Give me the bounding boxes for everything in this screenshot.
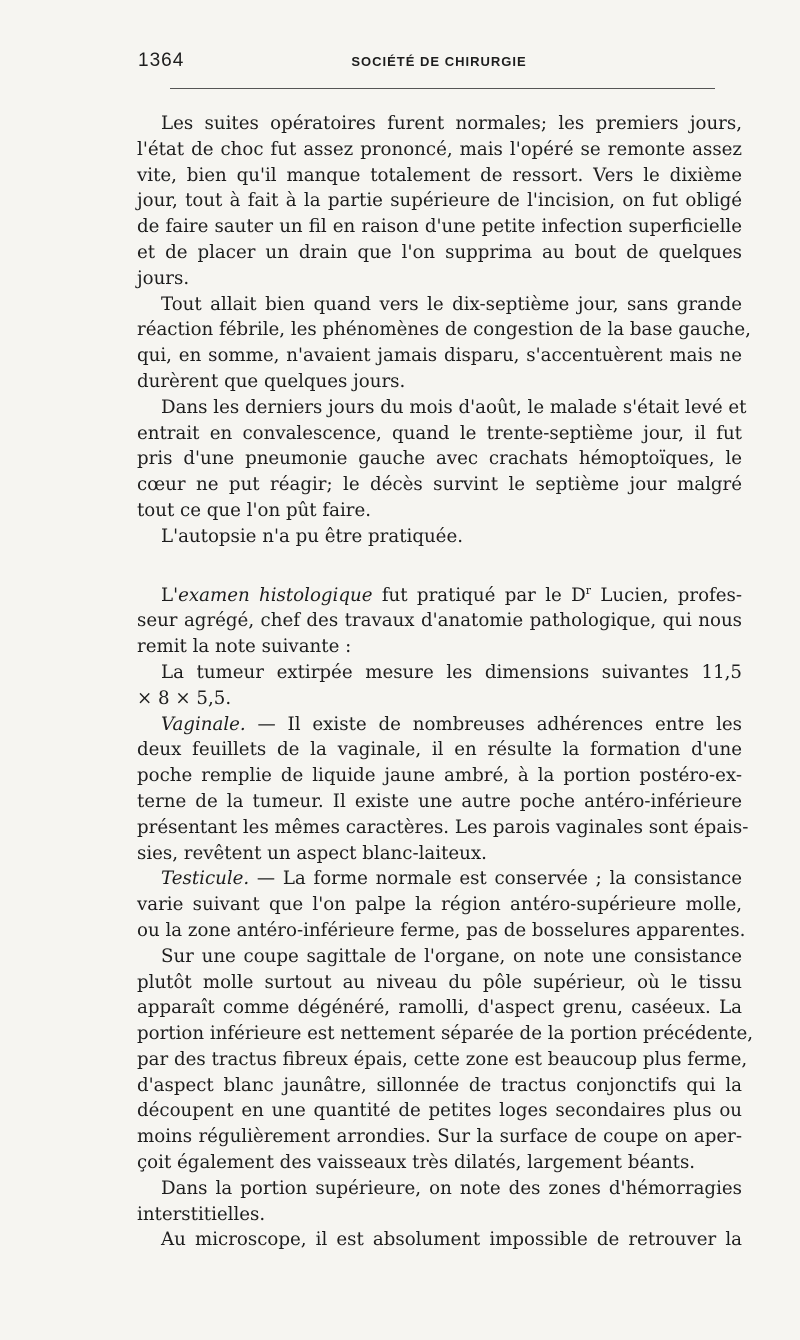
text-line: poche remplie de liquide jaune ambré, à la portion postéro-ex-: [137, 765, 742, 787]
text-line: terne de la tumeur. Il existe une autre poche antéro-inférieure: [137, 790, 742, 812]
text-line: plutôt molle surtout au niveau du pôle supérieur, où le tissu: [137, 971, 742, 993]
paragraph-3: [137, 395, 747, 524]
paragraph-5: [137, 583, 742, 660]
paragraph-9: [137, 944, 754, 1176]
running-title: SOCIÉTÉ DE CHIRURGIE: [351, 54, 527, 69]
text-line: de faire sauter un fil en raison d'une petite infection superficielle: [137, 216, 742, 238]
text-line: L'autopsie n'a pu être pratiquée.: [161, 525, 463, 547]
text-line: Au microscope, il est absolument impossible de retrouver la: [161, 1229, 742, 1251]
text-run: fut pratiqué par le D: [372, 584, 586, 606]
text-line: moins régulièrement arrondies. Sur la surface de coupe on aper-: [137, 1126, 742, 1148]
paragraph-2: [137, 292, 751, 395]
section-label: Vaginale.: [161, 713, 246, 735]
text-line: présentant les mêmes caractères. Les parois vaginales sont épais-: [137, 816, 749, 838]
italic-term: examen histologique: [178, 584, 373, 606]
text-line: interstitielles.: [137, 1203, 266, 1225]
text-line: qui, en somme, n'avaient jamais disparu, s'accentuèrent mais ne: [137, 345, 742, 367]
text-line: d'aspect blanc jaunâtre, sillonnée de tractus conjonctifs qui la: [137, 1074, 742, 1096]
text-line: portion inférieure est nettement séparée de la portion précédente,: [137, 1023, 754, 1045]
text-line: sies, revêtent un aspect blanc-laiteux.: [137, 842, 487, 864]
text-line: varie suivant que l'on palpe la région antéro-supérieure molle,: [137, 894, 742, 916]
text-line: par des tractus fibreux épais, cette zone est beaucoup plus ferme,: [137, 1048, 748, 1070]
text-line: deux feuillets de la vaginale, il en résulte la formation d'une: [137, 739, 742, 761]
paragraph-10: [137, 1176, 742, 1228]
text-line: découpent en une quantité de petites loges secondaires plus ou: [137, 1100, 742, 1122]
text-line: Sur une coupe sagittale de l'organe, on note une consistance: [161, 945, 742, 967]
text-line: × 8 × 5,5.: [137, 687, 232, 709]
text-line: vite, bien qu'il manque totalement de ressort. Vers le dixième: [137, 164, 742, 186]
text-run: — Il existe de nombreuses adhérences entre les: [245, 713, 742, 735]
text-line: jours.: [137, 267, 190, 289]
text-line: apparaît comme dégénéré, ramolli, d'aspect grenu, caséeux. La: [137, 997, 742, 1019]
text-line: cœur ne put réagir; le décès survint le septième jour malgré: [137, 474, 742, 496]
paragraph-8: [137, 866, 746, 943]
text-line: seur agrégé, chef des travaux d'anatomie pathologique, qui nous: [137, 610, 742, 632]
paragraph-4: [137, 524, 742, 550]
text-line: Tout allait bien quand vers le dix-septième jour, sans grande: [161, 293, 742, 315]
text-line: et de placer un drain que l'on supprima au bout de quelques: [137, 241, 742, 263]
paragraph-1: [137, 111, 742, 292]
text-line: remit la note suivante :: [137, 636, 352, 658]
text-line: durèrent que quelques jours.: [137, 370, 406, 392]
text-run: Lucien, profes-: [591, 584, 742, 606]
text-line: Dans la portion supérieure, on note des zones d'hémorragies: [161, 1177, 742, 1199]
header-rule: [170, 88, 715, 89]
text-line: l'état de choc fut assez prononcé, mais l'opéré se remonte assez: [137, 138, 742, 160]
text-line: çoit également des vaisseaux très dilatés, largement béants.: [137, 1152, 696, 1174]
text-line: [137, 712, 742, 738]
text-line: réaction fébrile, les phénomènes de congestion de la base gauche,: [137, 319, 751, 341]
page-number: 1364: [138, 50, 185, 71]
text-line: jour, tout à fait à la partie supérieure de l'incision, on fut obligé: [137, 190, 742, 212]
text-run: L': [161, 584, 179, 606]
paragraph-6: [137, 660, 742, 712]
text-line: La tumeur extirpée mesure les dimensions suivantes 11,5: [161, 661, 742, 683]
paragraph-11: [137, 1227, 742, 1253]
text-line: pris d'une pneumonie gauche avec crachats hémoptoïques, le: [137, 448, 742, 470]
text-line: Les suites opératoires furent normales; les premiers jours,: [161, 113, 742, 134]
text-line: entrait en convalescence, quand le trente-septième jour, il fut: [137, 422, 742, 444]
text-line: [137, 583, 742, 609]
text-line: ou la zone antéro-inférieure ferme, pas de bosselures apparentes.: [137, 919, 746, 941]
page-header: [138, 50, 740, 76]
section-label: Testicule.: [161, 868, 250, 890]
superscript: r: [585, 583, 591, 597]
paragraph-7: [137, 712, 749, 867]
text-line: [137, 866, 742, 892]
text-line: tout ce que l'on pût faire.: [137, 499, 372, 521]
text-run: — La forme normale est conservée ; la consistance: [249, 868, 742, 890]
body-text: [137, 111, 754, 1253]
text-line: Dans les derniers jours du mois d'août, le malade s'était levé et: [161, 396, 747, 418]
section-gap: [137, 550, 742, 583]
